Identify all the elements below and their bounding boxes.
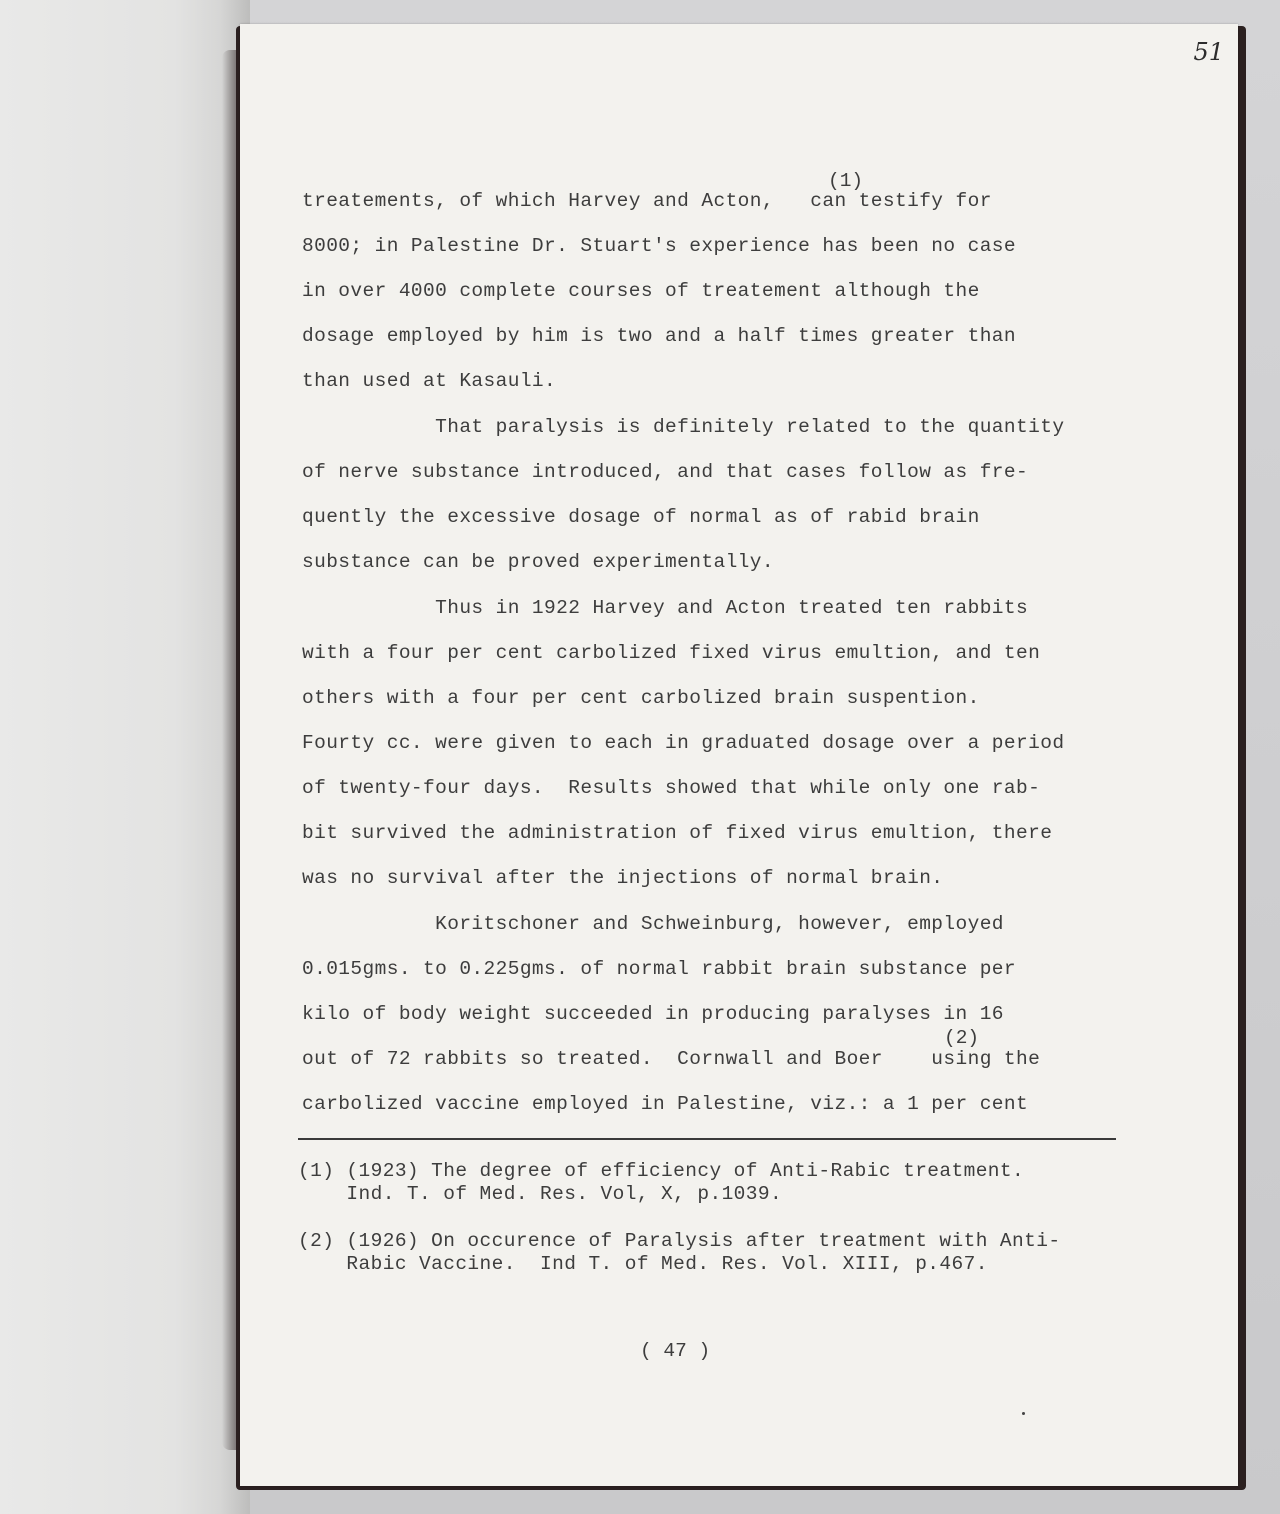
footnote-separator-rule: [298, 1138, 1116, 1140]
footnote-marker-1: (1): [828, 170, 864, 192]
body-line: than used at Kasauli.: [302, 370, 557, 392]
footnote-2-line-2: Rabic Vaccine. Ind T. of Med. Res. Vol. XIII, p.467.: [298, 1253, 988, 1275]
footnote-marker-2: (2): [944, 1027, 980, 1049]
body-line: That paralysis is definitely related to the quantity: [302, 416, 1065, 438]
body-line: 8000; in Palestine Dr. Stuart's experience has been no case: [302, 235, 1017, 257]
body-line: dosage employed by him is two and a half times greater than: [302, 325, 1017, 347]
body-line: Koritschoner and Schweinburg, however, employed: [302, 913, 1004, 935]
body-line: kilo of body weight succeeded in producing paralyses in 16: [302, 1003, 1004, 1025]
left-facing-page: [0, 0, 250, 1514]
body-line: quently the excessive dosage of normal as of rabid brain: [302, 506, 980, 528]
footnote-2-line-1: (2) (1926) On occurence of Paralysis after treatment with Anti-: [298, 1230, 1061, 1252]
body-line: substance can be proved experimentally.: [302, 551, 774, 573]
body-line: Fourty cc. were given to each in graduated dosage over a period: [302, 732, 1065, 754]
typed-page: [240, 24, 1238, 1486]
handwritten-page-number: 51: [1193, 38, 1224, 66]
body-line: carbolized vaccine employed in Palestine, viz.: a 1 per cent: [302, 1093, 1029, 1115]
body-line: of nerve substance introduced, and that cases follow as fre-: [302, 461, 1029, 483]
body-line: of twenty-four days. Results showed that while only one rab-: [302, 777, 1041, 799]
body-line: Thus in 1922 Harvey and Acton treated ten rabbits: [302, 597, 1029, 619]
body-line: 0.015gms. to 0.225gms. of normal rabbit brain substance per: [302, 958, 1017, 980]
body-line: treatements, of which Harvey and Acton, can testify for: [302, 190, 992, 212]
body-line: was no survival after the injections of normal brain.: [302, 867, 944, 889]
footnote-1-line-2: Ind. T. of Med. Res. Vol, X, p.1039.: [298, 1183, 783, 1205]
body-line: bit survived the administration of fixed virus emultion, there: [302, 822, 1053, 844]
ink-speck: [1022, 1412, 1025, 1415]
body-line: with a four per cent carbolized fixed virus emultion, and ten: [302, 642, 1041, 664]
page-folio: ( 47 ): [640, 1340, 711, 1362]
body-line: out of 72 rabbits so treated. Cornwall and Boer using the: [302, 1048, 1041, 1070]
body-line: others with a four per cent carbolized brain suspention.: [302, 687, 980, 709]
body-line: in over 4000 complete courses of treatement although the: [302, 280, 980, 302]
footnote-1-line-1: (1) (1923) The degree of efficiency of Anti-Rabic treatment.: [298, 1160, 1025, 1182]
